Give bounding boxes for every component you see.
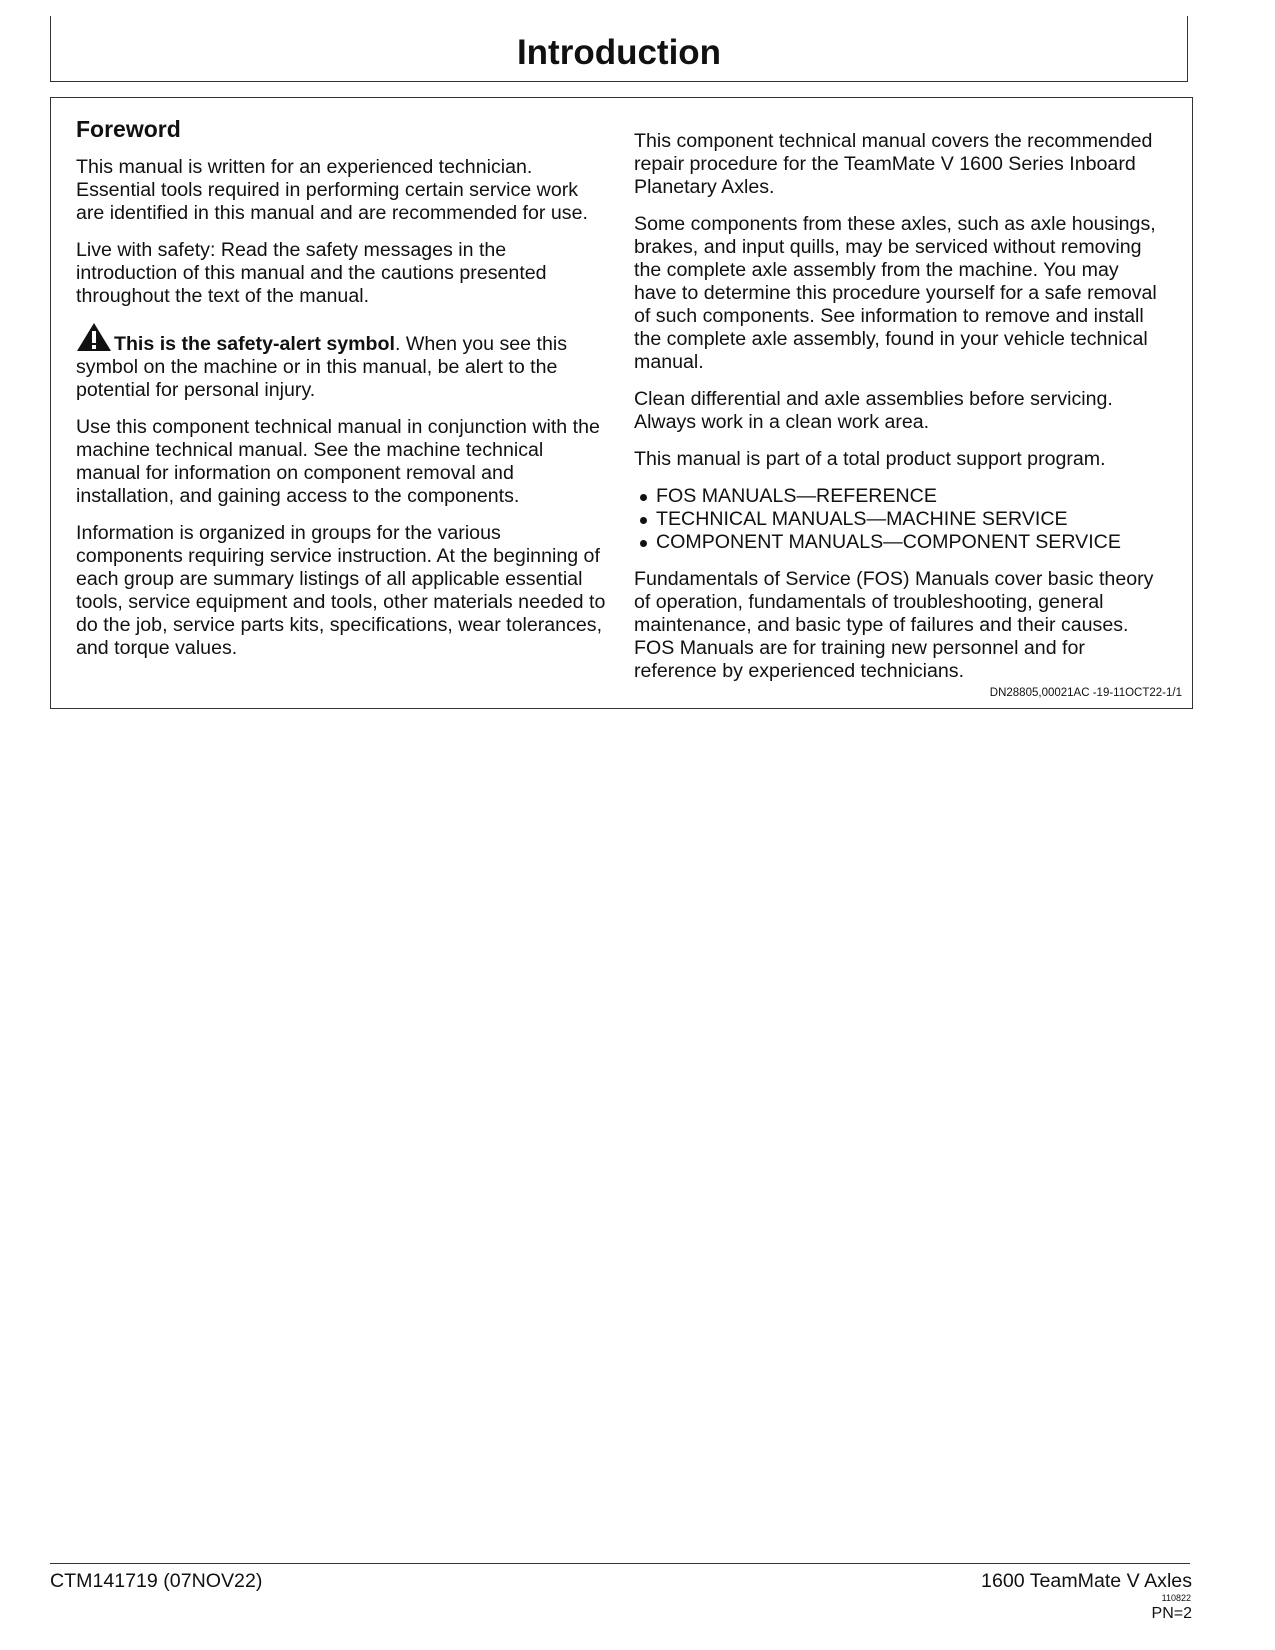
- page-number: PN=2: [1151, 1605, 1192, 1622]
- safety-alert-label: This is the safety-alert symbol: [114, 333, 395, 355]
- footer-product-name: 1600 TeamMate V Axles: [981, 1570, 1192, 1592]
- section-heading: Foreword: [76, 116, 181, 142]
- paragraph: This manual is written for an experienced technician. Essential tools required in performing certain service work are identified in this manual and are recommended for use.: [76, 156, 588, 224]
- safety-alert-text: . When you see this symbol on the machine or in this manual, be alert to the potential for personal injury.: [76, 333, 568, 401]
- left-column: [76, 116, 611, 674]
- paragraph: Some components from these axles, such as axle housings, brakes, and input quills, may be serviced without removing the complete axle assembly from the machine. You may have to determine this procedure yourself for a safe removal of such components. See information to remove and install the complete axle assembly, found in your vehicle technical manual.: [634, 213, 1157, 373]
- paragraph: This component technical manual covers the recommended repair procedure for the TeamMate V 1600 Series Inboard Planetary Axles.: [634, 130, 1153, 198]
- paragraph: Information is organized in groups for the various components requiring service instruction. At the beginning of each group are summary listings of all applicable essential tools, service equipment and tools, other materials needed to do the job, service parts kits, specifications, wear tolerances, and torque values.: [76, 522, 606, 659]
- list-item: FOS MANUALS—REFERENCE: [634, 485, 1166, 508]
- paragraph: Clean differential and axle assemblies before servicing. Always work in a clean work area.: [634, 388, 1113, 433]
- paragraph: Fundamentals of Service (FOS) Manuals cover basic theory of operation, fundamentals of troubleshooting, general maintenance, and basic type of failures and their causes. FOS Manuals are for training new personnel and for reference by experienced technicians.: [634, 568, 1154, 682]
- safety-alert-paragraph: [76, 322, 611, 402]
- support-program-list: [634, 485, 1166, 554]
- paragraph: Use this component technical manual in conjunction with the machine technical manual. See the machine technical manual for information on component removal and installation, and gaining access to the components.: [76, 416, 600, 507]
- footer-divider: [50, 1563, 1190, 1564]
- paragraph: Live with safety: Read the safety messages in the introduction of this manual and the cautions presented throughout the text of the manual.: [76, 239, 547, 307]
- footer-date-code: 110822: [1161, 1593, 1191, 1603]
- paragraph: This manual is part of a total product support program.: [634, 448, 1106, 470]
- page-header: [50, 16, 1188, 82]
- footer-manual-id: CTM141719 (07NOV22): [50, 1570, 263, 1592]
- right-column: [634, 130, 1166, 697]
- document-reference: DN28805,00021AC -19-11OCT22-1/1: [989, 687, 1182, 699]
- list-item: COMPONENT MANUALS—COMPONENT SERVICE: [634, 531, 1166, 554]
- foreword-box: [50, 97, 1193, 709]
- safety-alert-icon: [76, 322, 112, 352]
- list-item: TECHNICAL MANUALS—MACHINE SERVICE: [634, 508, 1166, 531]
- page-title: Introduction: [516, 33, 722, 72]
